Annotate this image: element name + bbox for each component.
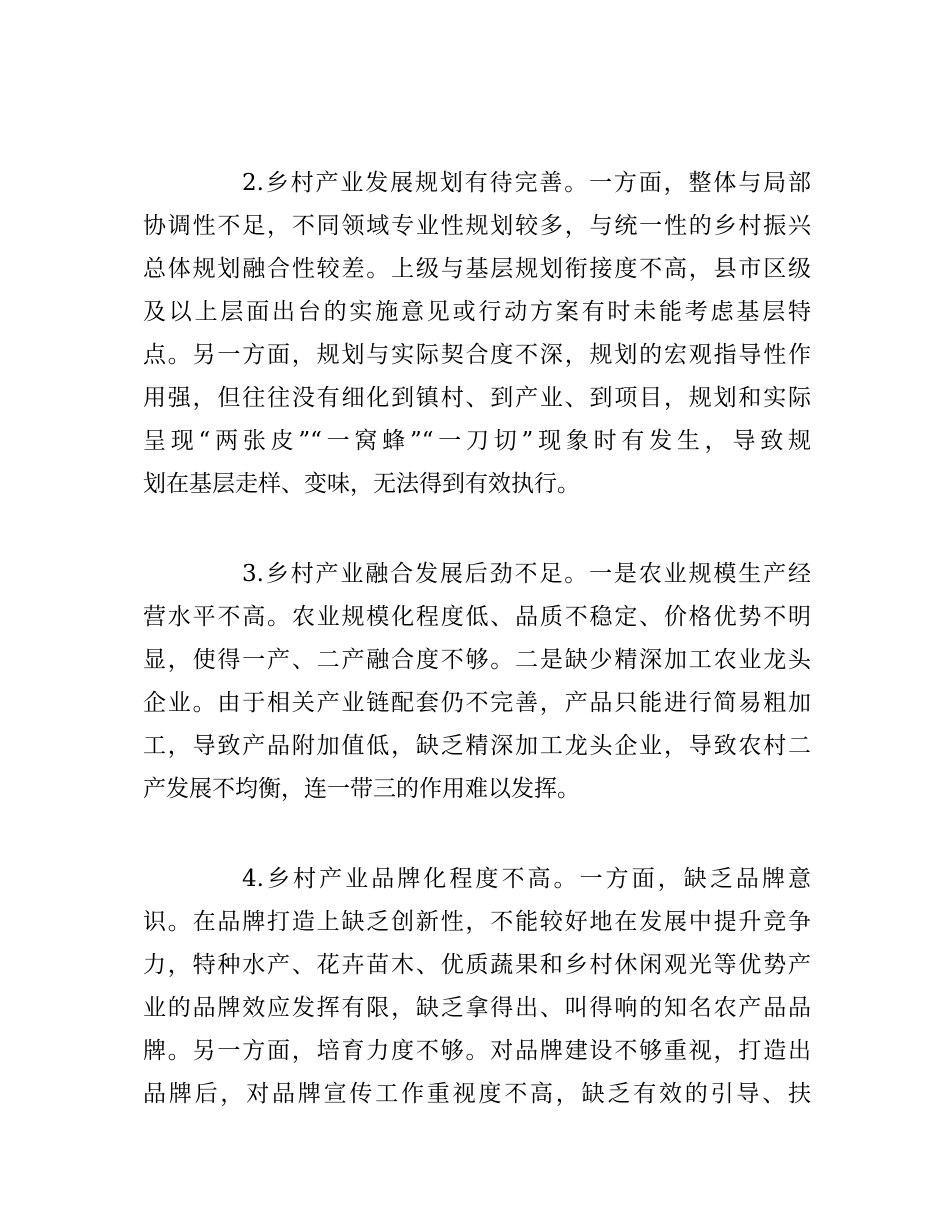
text-line: 划在基层走样、变味，无法得到有效执行。 <box>143 471 580 497</box>
text-line: 品牌后，对品牌宣传工作重视度不高，缺乏有效的引导、扶 <box>143 1081 811 1107</box>
text-line: 企业。由于相关产业链配套仍不完善，产品只能进行简易粗加 <box>143 690 811 716</box>
text-line: 显，使得一产、二产融合度不够。二是缺少精深加工农业龙头 <box>143 647 811 673</box>
text-line: 牌。另一方面，培育力度不够。对品牌建设不够重视，打造出 <box>143 1038 811 1064</box>
text-line: 业的品牌效应发挥有限，缺乏拿得出、叫得响的知名农产品品 <box>143 995 811 1021</box>
text-line: 3.乡村产业融合发展后劲不足。一是农业规模生产经 <box>242 561 811 587</box>
text-line: 总体规划融合性较差。上级与基层规划衔接度不高，县市区级 <box>143 256 811 282</box>
text-line: 产发展不均衡，连一带三的作用难以发挥。 <box>143 776 580 802</box>
text-line: 呈现“两张皮”“一窝蜂”“一刀切”现象时有发生，导致规 <box>143 428 811 454</box>
text-line: 协调性不足，不同领域专业性规划较多，与统一性的乡村振兴 <box>143 213 811 239</box>
text-line: 及以上层面出台的实施意见或行动方案有时未能考虑基层特 <box>143 299 811 325</box>
text-line: 力，特种水产、花卉苗木、优质蔬果和乡村休闲观光等优势产 <box>143 952 811 978</box>
text-line: 营水平不高。农业规模化程度低、品质不稳定、价格优势不明 <box>143 604 811 630</box>
text-line: 点。另一方面，规划与实际契合度不深，规划的宏观指导性作 <box>143 342 811 368</box>
text-line: 4.乡村产业品牌化程度不高。一方面，缺乏品牌意 <box>242 866 811 892</box>
text-line: 用强，但往往没有细化到镇村、到产业、到项目，规划和实际 <box>143 385 811 411</box>
text-line: 识。在品牌打造上缺乏创新性，不能较好地在发展中提升竞争 <box>143 909 811 935</box>
text-line: 工，导致产品附加值低，缺乏精深加工龙头企业，导致农村二 <box>143 733 811 759</box>
text-line: 2.乡村产业发展规划有待完善。一方面，整体与局部 <box>242 170 811 196</box>
